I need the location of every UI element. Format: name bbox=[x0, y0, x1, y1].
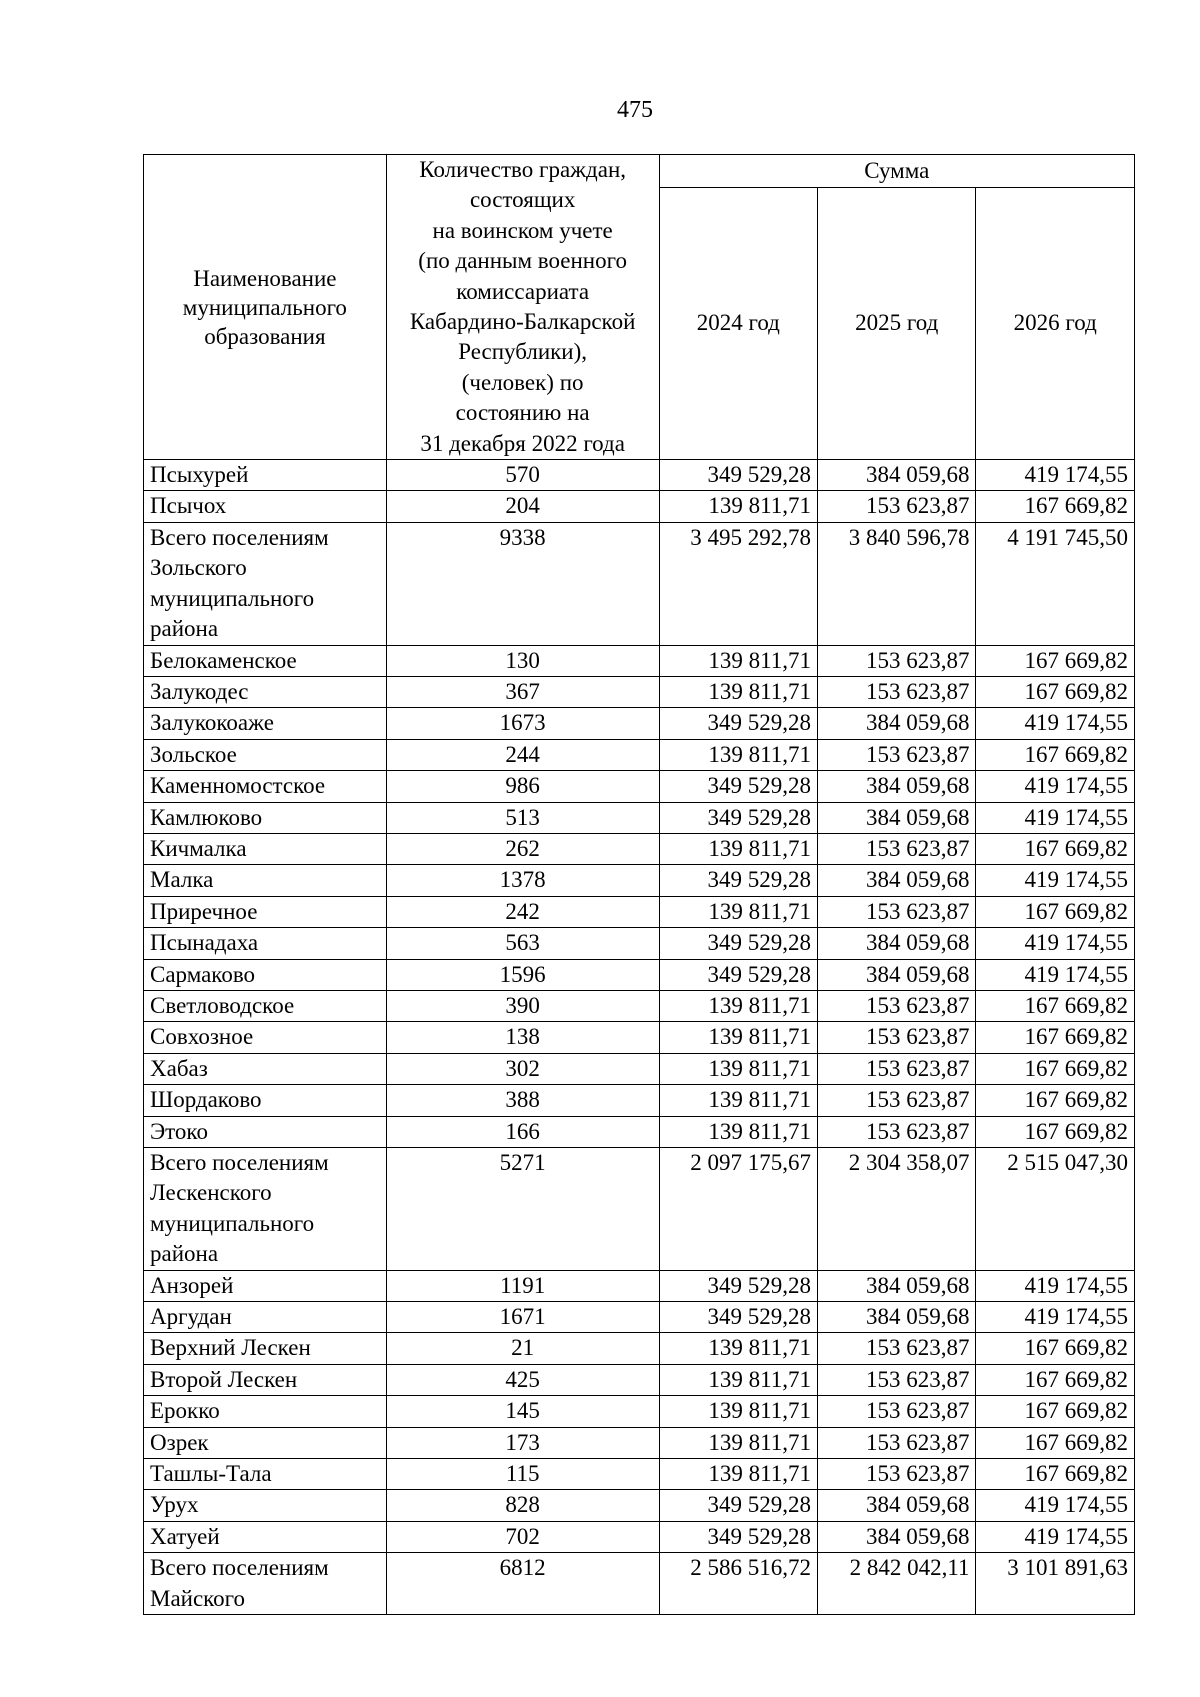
cell-municipality-name: Ерокко bbox=[144, 1396, 387, 1427]
cell-sum-2026: 419 174,55 bbox=[976, 460, 1135, 491]
header-citizen-count-line: на воинском учете bbox=[432, 217, 613, 243]
table-row bbox=[144, 1490, 1135, 1521]
cell-citizen-count: 5271 bbox=[386, 1148, 659, 1271]
cell-municipality-name: Псыхурей bbox=[144, 460, 387, 491]
cell-sum-2025: 153 623,87 bbox=[818, 990, 976, 1021]
cell-sum-2024: 349 529,28 bbox=[659, 928, 817, 959]
cell-sum-2025: 2 842 042,11 bbox=[818, 1553, 976, 1615]
cell-sum-2026: 419 174,55 bbox=[976, 1521, 1135, 1552]
cell-municipality-name-line: Всего поселениям bbox=[150, 1555, 329, 1581]
table-row bbox=[144, 491, 1135, 522]
cell-citizen-count: 115 bbox=[386, 1459, 659, 1490]
cell-municipality-name-line: Зольского bbox=[150, 555, 247, 581]
cell-sum-2026: 419 174,55 bbox=[976, 771, 1135, 802]
header-municipality-name: Наименование муниципального образования bbox=[144, 155, 387, 460]
cell-citizen-count: 244 bbox=[386, 739, 659, 770]
cell-sum-2024: 2 586 516,72 bbox=[659, 1553, 817, 1615]
cell-sum-2025: 384 059,68 bbox=[818, 708, 976, 739]
cell-sum-2024: 139 811,71 bbox=[659, 1022, 817, 1053]
cell-sum-2025: 384 059,68 bbox=[818, 865, 976, 896]
cell-citizen-count: 513 bbox=[386, 802, 659, 833]
header-sum: Сумма bbox=[659, 155, 1134, 188]
table-row bbox=[144, 928, 1135, 959]
cell-sum-2025: 384 059,68 bbox=[818, 959, 976, 990]
cell-sum-2025: 384 059,68 bbox=[818, 771, 976, 802]
cell-municipality-name: Сармаково bbox=[144, 959, 387, 990]
cell-sum-2024: 139 811,71 bbox=[659, 491, 817, 522]
cell-municipality-name-line: муниципального bbox=[150, 1210, 315, 1236]
cell-citizen-count: 828 bbox=[386, 1490, 659, 1521]
table-row bbox=[144, 645, 1135, 676]
cell-sum-2024: 349 529,28 bbox=[659, 865, 817, 896]
header-citizen-count bbox=[386, 155, 659, 460]
cell-municipality-name: Урух bbox=[144, 1490, 387, 1521]
header-citizen-count-line: комиссариата bbox=[456, 278, 590, 304]
cell-municipality-name-line: Всего поселениям bbox=[150, 524, 329, 550]
header-citizen-count-line: 31 декабря 2022 года bbox=[420, 430, 625, 456]
cell-sum-2024: 349 529,28 bbox=[659, 1302, 817, 1333]
cell-municipality-name: Малка bbox=[144, 865, 387, 896]
header-year-2026: 2026 год bbox=[976, 188, 1135, 460]
cell-sum-2024: 349 529,28 bbox=[659, 708, 817, 739]
cell-citizen-count: 1378 bbox=[386, 865, 659, 896]
cell-sum-2024: 139 811,71 bbox=[659, 1085, 817, 1116]
cell-citizen-count: 425 bbox=[386, 1364, 659, 1395]
table-row bbox=[144, 865, 1135, 896]
cell-sum-2026: 419 174,55 bbox=[976, 1270, 1135, 1301]
table-row bbox=[144, 833, 1135, 864]
cell-sum-2024: 349 529,28 bbox=[659, 771, 817, 802]
cell-sum-2026: 167 669,82 bbox=[976, 645, 1135, 676]
cell-municipality-name: Хабаз bbox=[144, 1053, 387, 1084]
cell-sum-2025: 384 059,68 bbox=[818, 1302, 976, 1333]
cell-citizen-count: 702 bbox=[386, 1521, 659, 1552]
cell-citizen-count: 986 bbox=[386, 771, 659, 802]
cell-municipality-name: Кичмалка bbox=[144, 833, 387, 864]
cell-sum-2025: 384 059,68 bbox=[818, 460, 976, 491]
cell-sum-2026: 167 669,82 bbox=[976, 1459, 1135, 1490]
cell-sum-2025: 153 623,87 bbox=[818, 739, 976, 770]
table-row bbox=[144, 1364, 1135, 1395]
cell-sum-2024: 139 811,71 bbox=[659, 1116, 817, 1147]
cell-sum-2025: 153 623,87 bbox=[818, 1116, 976, 1147]
cell-sum-2025: 153 623,87 bbox=[818, 1396, 976, 1427]
cell-sum-2026: 2 515 047,30 bbox=[976, 1148, 1135, 1271]
cell-sum-2025: 153 623,87 bbox=[818, 1053, 976, 1084]
cell-sum-2025: 153 623,87 bbox=[818, 1333, 976, 1364]
cell-municipality-name-line: района bbox=[150, 1241, 219, 1267]
cell-citizen-count: 367 bbox=[386, 676, 659, 707]
cell-sum-2026: 3 101 891,63 bbox=[976, 1553, 1135, 1615]
cell-municipality-name: Хатуей bbox=[144, 1521, 387, 1552]
cell-sum-2024: 349 529,28 bbox=[659, 802, 817, 833]
cell-sum-2025: 153 623,87 bbox=[818, 1085, 976, 1116]
cell-sum-2025: 153 623,87 bbox=[818, 896, 976, 927]
cell-sum-2026: 167 669,82 bbox=[976, 833, 1135, 864]
cell-sum-2025: 384 059,68 bbox=[818, 1270, 976, 1301]
cell-sum-2024: 139 811,71 bbox=[659, 739, 817, 770]
cell-citizen-count: 204 bbox=[386, 491, 659, 522]
cell-municipality-name: Аргудан bbox=[144, 1302, 387, 1333]
table-row bbox=[144, 1333, 1135, 1364]
cell-citizen-count: 21 bbox=[386, 1333, 659, 1364]
cell-municipality-name: Белокаменское bbox=[144, 645, 387, 676]
cell-citizen-count: 1191 bbox=[386, 1270, 659, 1301]
cell-municipality-name: Зольское bbox=[144, 739, 387, 770]
table-row bbox=[144, 676, 1135, 707]
cell-municipality-name-line: Майского bbox=[150, 1585, 246, 1611]
table-row bbox=[144, 1085, 1135, 1116]
cell-sum-2026: 167 669,82 bbox=[976, 1427, 1135, 1458]
header-year-2025: 2025 год bbox=[818, 188, 976, 460]
table-row-total bbox=[144, 1553, 1135, 1615]
cell-sum-2026: 167 669,82 bbox=[976, 1364, 1135, 1395]
cell-sum-2024: 139 811,71 bbox=[659, 896, 817, 927]
table-row bbox=[144, 1302, 1135, 1333]
cell-sum-2024: 139 811,71 bbox=[659, 1459, 817, 1490]
table-row bbox=[144, 959, 1135, 990]
cell-sum-2026: 167 669,82 bbox=[976, 491, 1135, 522]
cell-municipality-name-line: муниципального bbox=[150, 585, 315, 611]
table-row bbox=[144, 771, 1135, 802]
cell-sum-2026: 167 669,82 bbox=[976, 1053, 1135, 1084]
table-row bbox=[144, 896, 1135, 927]
cell-citizen-count: 302 bbox=[386, 1053, 659, 1084]
table-body bbox=[144, 460, 1135, 1615]
cell-municipality-name: Этоко bbox=[144, 1116, 387, 1147]
table-row bbox=[144, 1427, 1135, 1458]
cell-municipality-name: Залукокоаже bbox=[144, 708, 387, 739]
cell-sum-2025: 2 304 358,07 bbox=[818, 1148, 976, 1271]
table-row bbox=[144, 1270, 1135, 1301]
cell-citizen-count: 173 bbox=[386, 1427, 659, 1458]
cell-sum-2024: 139 811,71 bbox=[659, 833, 817, 864]
table-row bbox=[144, 802, 1135, 833]
cell-municipality-name bbox=[144, 1553, 387, 1615]
cell-municipality-name: Псынадаха bbox=[144, 928, 387, 959]
table-row bbox=[144, 1396, 1135, 1427]
table-row bbox=[144, 739, 1135, 770]
cell-sum-2026: 419 174,55 bbox=[976, 1302, 1135, 1333]
cell-municipality-name: Светловодское bbox=[144, 990, 387, 1021]
cell-sum-2025: 153 623,87 bbox=[818, 1364, 976, 1395]
cell-municipality-name: Верхний Лескен bbox=[144, 1333, 387, 1364]
cell-sum-2025: 3 840 596,78 bbox=[818, 522, 976, 645]
cell-sum-2024: 139 811,71 bbox=[659, 645, 817, 676]
table-row bbox=[144, 1053, 1135, 1084]
cell-sum-2024: 139 811,71 bbox=[659, 990, 817, 1021]
header-citizen-count-line: (по данным военного bbox=[418, 248, 627, 274]
cell-citizen-count: 570 bbox=[386, 460, 659, 491]
cell-sum-2026: 167 669,82 bbox=[976, 1396, 1135, 1427]
header-citizen-count-line: Количество граждан, bbox=[419, 157, 627, 182]
table-header bbox=[144, 155, 1135, 460]
cell-sum-2026: 167 669,82 bbox=[976, 1022, 1135, 1053]
cell-municipality-name-line: района bbox=[150, 616, 219, 642]
cell-sum-2024: 349 529,28 bbox=[659, 1521, 817, 1552]
cell-municipality-name bbox=[144, 522, 387, 645]
cell-sum-2026: 419 174,55 bbox=[976, 865, 1135, 896]
cell-municipality-name-line: Всего поселениям bbox=[150, 1150, 329, 1175]
cell-sum-2026: 167 669,82 bbox=[976, 990, 1135, 1021]
cell-sum-2024: 139 811,71 bbox=[659, 1396, 817, 1427]
table-row-total bbox=[144, 1148, 1135, 1271]
cell-citizen-count: 166 bbox=[386, 1116, 659, 1147]
cell-citizen-count: 1673 bbox=[386, 708, 659, 739]
cell-citizen-count: 6812 bbox=[386, 1553, 659, 1615]
cell-sum-2026: 419 174,55 bbox=[976, 708, 1135, 739]
cell-citizen-count: 1596 bbox=[386, 959, 659, 990]
cell-sum-2024: 139 811,71 bbox=[659, 1333, 817, 1364]
cell-citizen-count: 563 bbox=[386, 928, 659, 959]
cell-sum-2024: 349 529,28 bbox=[659, 460, 817, 491]
cell-sum-2024: 139 811,71 bbox=[659, 1364, 817, 1395]
cell-sum-2025: 153 623,87 bbox=[818, 1427, 976, 1458]
table-row bbox=[144, 1022, 1135, 1053]
cell-sum-2026: 167 669,82 bbox=[976, 1116, 1135, 1147]
cell-sum-2025: 384 059,68 bbox=[818, 928, 976, 959]
header-citizen-count-line: состоянию на bbox=[455, 400, 590, 426]
cell-municipality-name: Каменномостское bbox=[144, 771, 387, 802]
cell-municipality-name: Приречное bbox=[144, 896, 387, 927]
cell-citizen-count: 138 bbox=[386, 1022, 659, 1053]
cell-municipality-name: Анзорей bbox=[144, 1270, 387, 1301]
cell-sum-2025: 153 623,87 bbox=[818, 645, 976, 676]
header-year-2024: 2024 год bbox=[659, 188, 817, 460]
cell-sum-2024: 349 529,28 bbox=[659, 1490, 817, 1521]
header-citizen-count-line: (человек) по bbox=[461, 369, 584, 395]
cell-sum-2025: 384 059,68 bbox=[818, 802, 976, 833]
cell-citizen-count: 1671 bbox=[386, 1302, 659, 1333]
allocation-table bbox=[143, 154, 1135, 1615]
cell-sum-2024: 139 811,71 bbox=[659, 676, 817, 707]
cell-municipality-name: Псычох bbox=[144, 491, 387, 522]
cell-municipality-name bbox=[144, 1148, 387, 1271]
cell-sum-2024: 3 495 292,78 bbox=[659, 522, 817, 645]
cell-sum-2026: 167 669,82 bbox=[976, 1333, 1135, 1364]
cell-sum-2024: 2 097 175,67 bbox=[659, 1148, 817, 1271]
cell-citizen-count: 390 bbox=[386, 990, 659, 1021]
cell-sum-2026: 4 191 745,50 bbox=[976, 522, 1135, 645]
cell-sum-2026: 167 669,82 bbox=[976, 1085, 1135, 1116]
cell-municipality-name: Шордаково bbox=[144, 1085, 387, 1116]
cell-sum-2024: 349 529,28 bbox=[659, 959, 817, 990]
cell-citizen-count: 145 bbox=[386, 1396, 659, 1427]
cell-sum-2024: 139 811,71 bbox=[659, 1427, 817, 1458]
cell-sum-2025: 153 623,87 bbox=[818, 1022, 976, 1053]
header-citizen-count-line: Кабардино-Балкарской bbox=[409, 309, 636, 335]
cell-citizen-count: 9338 bbox=[386, 522, 659, 645]
cell-sum-2025: 153 623,87 bbox=[818, 676, 976, 707]
cell-sum-2026: 419 174,55 bbox=[976, 959, 1135, 990]
cell-sum-2026: 167 669,82 bbox=[976, 676, 1135, 707]
cell-citizen-count: 262 bbox=[386, 833, 659, 864]
cell-municipality-name-line: Лескенского bbox=[150, 1180, 272, 1206]
cell-municipality-name: Совхозное bbox=[144, 1022, 387, 1053]
cell-sum-2026: 419 174,55 bbox=[976, 928, 1135, 959]
table-row bbox=[144, 1459, 1135, 1490]
cell-sum-2026: 419 174,55 bbox=[976, 1490, 1135, 1521]
cell-citizen-count: 130 bbox=[386, 645, 659, 676]
header-citizen-count-line: состоящих bbox=[469, 187, 576, 213]
page-number: 475 bbox=[617, 97, 653, 123]
cell-sum-2026: 419 174,55 bbox=[976, 802, 1135, 833]
cell-sum-2025: 153 623,87 bbox=[818, 491, 976, 522]
cell-sum-2026: 167 669,82 bbox=[976, 896, 1135, 927]
table-row-total bbox=[144, 522, 1135, 645]
cell-citizen-count: 242 bbox=[386, 896, 659, 927]
table-row bbox=[144, 1116, 1135, 1147]
cell-sum-2024: 349 529,28 bbox=[659, 1270, 817, 1301]
cell-sum-2026: 167 669,82 bbox=[976, 739, 1135, 770]
cell-sum-2025: 384 059,68 bbox=[818, 1521, 976, 1552]
cell-sum-2025: 384 059,68 bbox=[818, 1490, 976, 1521]
cell-municipality-name: Камлюково bbox=[144, 802, 387, 833]
table-row bbox=[144, 460, 1135, 491]
cell-sum-2025: 153 623,87 bbox=[818, 1459, 976, 1490]
cell-municipality-name: Ташлы-Тала bbox=[144, 1459, 387, 1490]
cell-sum-2025: 153 623,87 bbox=[818, 833, 976, 864]
cell-municipality-name: Второй Лескен bbox=[144, 1364, 387, 1395]
cell-municipality-name: Залукодес bbox=[144, 676, 387, 707]
table-row bbox=[144, 708, 1135, 739]
cell-citizen-count: 388 bbox=[386, 1085, 659, 1116]
cell-municipality-name: Озрек bbox=[144, 1427, 387, 1458]
header-citizen-count-line: Республики), bbox=[458, 339, 588, 365]
table-row bbox=[144, 990, 1135, 1021]
cell-sum-2024: 139 811,71 bbox=[659, 1053, 817, 1084]
table-row bbox=[144, 1521, 1135, 1552]
